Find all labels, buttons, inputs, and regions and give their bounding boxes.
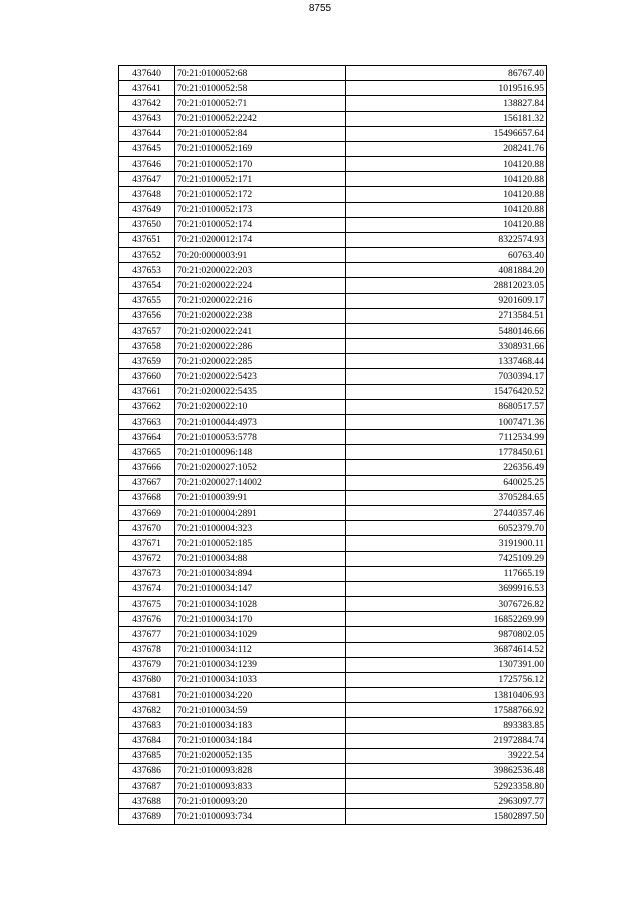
table-row (119, 779, 547, 794)
cadastral-number-cell: 70:21:0100052:185 (175, 536, 346, 551)
value-cell: 138827.84 (346, 96, 547, 111)
table-row (119, 490, 547, 505)
row-id-cell: 437651 (119, 232, 175, 247)
table-row (119, 551, 547, 566)
row-id-cell: 437682 (119, 703, 175, 718)
row-id-cell: 437678 (119, 642, 175, 657)
value-cell: 17588766.92 (346, 703, 547, 718)
table-row (119, 399, 547, 414)
row-id-cell: 437689 (119, 809, 175, 824)
value-cell: 104120.88 (346, 217, 547, 232)
row-id-cell: 437683 (119, 718, 175, 733)
value-cell: 226356.49 (346, 460, 547, 475)
value-cell: 13810406.93 (346, 688, 547, 703)
cadastral-number-cell: 70:21:0200022:238 (175, 308, 346, 323)
table-row (119, 293, 547, 308)
cadastral-number-cell: 70:20:0000003:91 (175, 248, 346, 263)
row-id-cell: 437647 (119, 172, 175, 187)
cadastral-number-cell: 70:21:0100053:5778 (175, 430, 346, 445)
row-id-cell: 437644 (119, 126, 175, 141)
value-cell: 4081884.20 (346, 263, 547, 278)
value-cell: 5480146.66 (346, 323, 547, 338)
value-cell: 104120.88 (346, 157, 547, 172)
row-id-cell: 437642 (119, 96, 175, 111)
value-cell: 16852269.99 (346, 612, 547, 627)
row-id-cell: 437661 (119, 384, 175, 399)
row-id-cell: 437676 (119, 612, 175, 627)
table-row (119, 445, 547, 460)
row-id-cell: 437654 (119, 278, 175, 293)
table-row (119, 627, 547, 642)
value-cell: 156181.32 (346, 111, 547, 126)
value-cell: 893383.85 (346, 718, 547, 733)
value-cell: 2713584.51 (346, 308, 547, 323)
row-id-cell: 437680 (119, 672, 175, 687)
cadastral-number-cell: 70:21:0100039:91 (175, 490, 346, 505)
row-id-cell: 437664 (119, 430, 175, 445)
row-id-cell: 437658 (119, 339, 175, 354)
row-id-cell: 437681 (119, 688, 175, 703)
cadastral-number-cell: 70:21:0100093:833 (175, 779, 346, 794)
value-cell: 36874614.52 (346, 642, 547, 657)
cadastral-number-cell: 70:21:0100034:1029 (175, 627, 346, 642)
value-cell: 15496657.64 (346, 126, 547, 141)
row-id-cell: 437686 (119, 763, 175, 778)
table-row (119, 688, 547, 703)
table-row (119, 111, 547, 126)
row-id-cell: 437659 (119, 354, 175, 369)
row-id-cell: 437666 (119, 460, 175, 475)
value-cell: 3705284.65 (346, 490, 547, 505)
cadastral-number-cell: 70:21:0100052:174 (175, 217, 346, 232)
table-row (119, 430, 547, 445)
row-id-cell: 437648 (119, 187, 175, 202)
table-row (119, 384, 547, 399)
value-cell: 6052379.70 (346, 521, 547, 536)
row-id-cell: 437656 (119, 308, 175, 323)
cadastral-number-cell: 70:21:0200012:174 (175, 232, 346, 247)
table-row (119, 718, 547, 733)
cadastral-number-cell: 70:21:0100052:84 (175, 126, 346, 141)
page-number: 8755 (308, 3, 332, 14)
table-row (119, 733, 547, 748)
cadastral-number-cell: 70:21:0200022:285 (175, 354, 346, 369)
table-row (119, 597, 547, 612)
cadastral-number-cell: 70:21:0100034:147 (175, 581, 346, 596)
cadastral-number-cell: 70:21:0200022:5435 (175, 384, 346, 399)
table-row (119, 369, 547, 384)
table-row (119, 339, 547, 354)
cadastral-number-cell: 70:21:0100034:220 (175, 688, 346, 703)
cadastral-number-cell: 70:21:0200027:1052 (175, 460, 346, 475)
row-id-cell: 437688 (119, 794, 175, 809)
cadastral-number-cell: 70:21:0100034:184 (175, 733, 346, 748)
cadastral-number-cell: 70:21:0100052:71 (175, 96, 346, 111)
cadastral-number-cell: 70:21:0100052:170 (175, 157, 346, 172)
cadastral-number-cell: 70:21:0100034:88 (175, 551, 346, 566)
table-row (119, 141, 547, 156)
value-cell: 7425109.29 (346, 551, 547, 566)
cadastral-number-cell: 70:21:0100052:171 (175, 172, 346, 187)
table-row (119, 672, 547, 687)
value-cell: 104120.88 (346, 187, 547, 202)
value-cell: 86767.40 (346, 66, 547, 81)
value-cell: 21972884.74 (346, 733, 547, 748)
table-row (119, 217, 547, 232)
row-id-cell: 437655 (119, 293, 175, 308)
value-cell: 208241.76 (346, 141, 547, 156)
cadastral-number-cell: 70:21:0100034:1028 (175, 597, 346, 612)
cadastral-number-cell: 70:21:0200022:286 (175, 339, 346, 354)
cadastral-number-cell: 70:21:0200052:135 (175, 748, 346, 763)
table-row (119, 642, 547, 657)
value-cell: 27440357.46 (346, 505, 547, 520)
value-cell: 7030394.17 (346, 369, 547, 384)
row-id-cell: 437670 (119, 521, 175, 536)
value-cell: 15476420.52 (346, 384, 547, 399)
row-id-cell: 437662 (119, 399, 175, 414)
table-row (119, 187, 547, 202)
cadastral-number-cell: 70:21:0100093:734 (175, 809, 346, 824)
row-id-cell: 437675 (119, 597, 175, 612)
table-row (119, 354, 547, 369)
table-row (119, 278, 547, 293)
cadastral-number-cell: 70:21:0100034:894 (175, 566, 346, 581)
row-id-cell: 437646 (119, 157, 175, 172)
value-cell: 7112534.99 (346, 430, 547, 445)
row-id-cell: 437650 (119, 217, 175, 232)
cadastral-number-cell: 70:21:0100093:828 (175, 763, 346, 778)
row-id-cell: 437665 (119, 445, 175, 460)
table-row (119, 414, 547, 429)
value-cell: 104120.88 (346, 172, 547, 187)
table-row (119, 536, 547, 551)
table-row (119, 581, 547, 596)
table-row (119, 126, 547, 141)
cadastral-number-cell: 70:21:0100004:2891 (175, 505, 346, 520)
value-cell: 3308931.66 (346, 339, 547, 354)
value-cell: 39862536.48 (346, 763, 547, 778)
table-row (119, 566, 547, 581)
cadastral-number-cell: 70:21:0100052:58 (175, 81, 346, 96)
cadastral-number-cell: 70:21:0200027:14002 (175, 475, 346, 490)
value-cell: 104120.88 (346, 202, 547, 217)
row-id-cell: 437645 (119, 141, 175, 156)
cadastral-number-cell: 70:21:0100052:169 (175, 141, 346, 156)
value-cell: 9870802.05 (346, 627, 547, 642)
cadastral-number-cell: 70:21:0100093:20 (175, 794, 346, 809)
value-cell: 28812023.05 (346, 278, 547, 293)
table-row (119, 505, 547, 520)
cadastral-number-cell: 70:21:0100034:170 (175, 612, 346, 627)
value-cell: 640025.25 (346, 475, 547, 490)
value-cell: 15802897.50 (346, 809, 547, 824)
table-row (119, 172, 547, 187)
cadastral-number-cell: 70:21:0100052:173 (175, 202, 346, 217)
table-row (119, 96, 547, 111)
table-row (119, 612, 547, 627)
table-row (119, 763, 547, 778)
row-id-cell: 437657 (119, 323, 175, 338)
table-row (119, 81, 547, 96)
value-cell: 8680517.57 (346, 399, 547, 414)
table-row (119, 475, 547, 490)
value-cell: 1019516.95 (346, 81, 547, 96)
row-id-cell: 437677 (119, 627, 175, 642)
value-cell: 9201609.17 (346, 293, 547, 308)
value-cell: 1307391.00 (346, 657, 547, 672)
row-id-cell: 437687 (119, 779, 175, 794)
table-row (119, 323, 547, 338)
table-row (119, 809, 547, 824)
cadastral-number-cell: 70:21:0100034:1239 (175, 657, 346, 672)
row-id-cell: 437667 (119, 475, 175, 490)
cadastral-number-cell: 70:21:0100034:59 (175, 703, 346, 718)
value-cell: 3191900.11 (346, 536, 547, 551)
value-cell: 3699916.53 (346, 581, 547, 596)
table-row (119, 263, 547, 278)
table-row (119, 202, 547, 217)
cadastral-value-table (118, 65, 547, 825)
cadastral-number-cell: 70:21:0200022:5423 (175, 369, 346, 384)
cadastral-number-cell: 70:21:0100052:172 (175, 187, 346, 202)
row-id-cell: 437674 (119, 581, 175, 596)
table-row (119, 703, 547, 718)
value-cell: 39222.54 (346, 748, 547, 763)
row-id-cell: 437641 (119, 81, 175, 96)
row-id-cell: 437640 (119, 66, 175, 81)
row-id-cell: 437653 (119, 263, 175, 278)
table-row (119, 66, 547, 81)
row-id-cell: 437652 (119, 248, 175, 263)
row-id-cell: 437671 (119, 536, 175, 551)
cadastral-number-cell: 70:21:0100034:112 (175, 642, 346, 657)
value-cell: 60763.40 (346, 248, 547, 263)
row-id-cell: 437660 (119, 369, 175, 384)
table-row (119, 157, 547, 172)
row-id-cell: 437668 (119, 490, 175, 505)
row-id-cell: 437673 (119, 566, 175, 581)
cadastral-number-cell: 70:21:0100096:148 (175, 445, 346, 460)
value-cell: 2963097.77 (346, 794, 547, 809)
value-cell: 1725756.12 (346, 672, 547, 687)
value-cell: 8322574.93 (346, 232, 547, 247)
table-row (119, 248, 547, 263)
cadastral-number-cell: 70:21:0200022:224 (175, 278, 346, 293)
value-cell: 117665.19 (346, 566, 547, 581)
row-id-cell: 437643 (119, 111, 175, 126)
table-row (119, 794, 547, 809)
table-row (119, 308, 547, 323)
row-id-cell: 437649 (119, 202, 175, 217)
cadastral-number-cell: 70:21:0200022:203 (175, 263, 346, 278)
table-row (119, 460, 547, 475)
cadastral-number-cell: 70:21:0100052:2242 (175, 111, 346, 126)
value-cell: 52923358.80 (346, 779, 547, 794)
table-body (119, 66, 547, 825)
value-cell: 1007471.36 (346, 414, 547, 429)
cadastral-number-cell: 70:21:0100044:4973 (175, 414, 346, 429)
table-row (119, 657, 547, 672)
table-row (119, 521, 547, 536)
cadastral-number-cell: 70:21:0100034:183 (175, 718, 346, 733)
row-id-cell: 437669 (119, 505, 175, 520)
value-cell: 1337468.44 (346, 354, 547, 369)
table-row (119, 748, 547, 763)
cadastral-number-cell: 70:21:0200022:241 (175, 323, 346, 338)
cadastral-number-cell: 70:21:0100034:1033 (175, 672, 346, 687)
value-cell: 1778450.61 (346, 445, 547, 460)
value-cell: 3076726.82 (346, 597, 547, 612)
cadastral-number-cell: 70:21:0200022:10 (175, 399, 346, 414)
row-id-cell: 437672 (119, 551, 175, 566)
row-id-cell: 437685 (119, 748, 175, 763)
cadastral-number-cell: 70:21:0200022:216 (175, 293, 346, 308)
row-id-cell: 437663 (119, 414, 175, 429)
cadastral-number-cell: 70:21:0100004:323 (175, 521, 346, 536)
row-id-cell: 437679 (119, 657, 175, 672)
cadastral-number-cell: 70:21:0100052:68 (175, 66, 346, 81)
row-id-cell: 437684 (119, 733, 175, 748)
table-row (119, 232, 547, 247)
